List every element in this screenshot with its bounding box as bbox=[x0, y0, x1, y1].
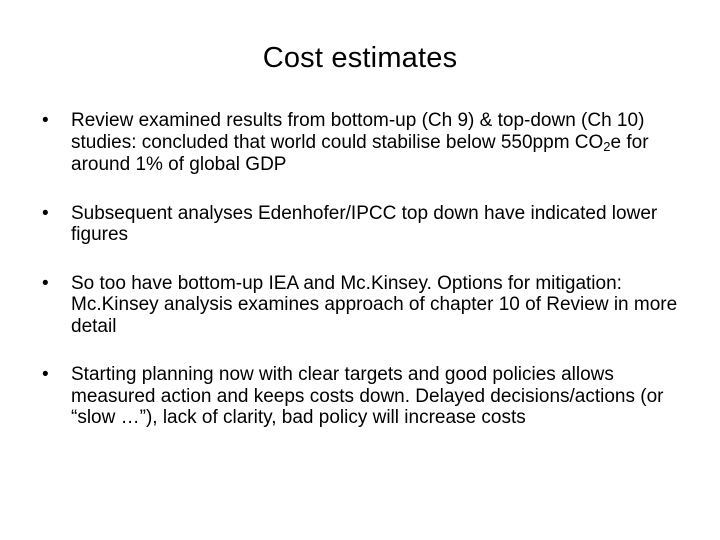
bullet-list bbox=[42, 110, 678, 456]
subscript-text: 2 bbox=[603, 138, 611, 154]
bullet-item bbox=[42, 273, 678, 338]
bullet-icon: • bbox=[42, 272, 49, 294]
bullet-text-pre: Review examined results from bottom-up (Ch 9) & top-down (Ch 10) studies: concluded that world could stabilise below 550ppm CO bbox=[71, 110, 645, 153]
bullet-icon: • bbox=[42, 202, 49, 224]
bullet-icon: • bbox=[42, 364, 49, 385]
bullet-text: Starting planning now with clear targets and good policies allows measured action and keeps costs down. Delayed decisions/actions (or “slow …”), lack of clarity, bad policy will increase costs bbox=[71, 364, 664, 428]
bullet-item bbox=[42, 364, 678, 429]
bullet-icon: • bbox=[42, 110, 49, 131]
bullet-item bbox=[42, 203, 678, 246]
slide-title: Cost estimates bbox=[262, 42, 458, 74]
bullet-text: Subsequent analyses Edenhofer/IPCC top down have indicated lower figures bbox=[71, 202, 658, 245]
bullet-item bbox=[42, 110, 678, 176]
bullet-text-post: e for around 1% of global GDP bbox=[71, 131, 649, 175]
bullet-text: So too have bottom-up IEA and Mc.Kinsey. Options for mitigation: Mc.Kinsey analysis examines approach of chapter 10 of Review in more detail bbox=[71, 272, 678, 337]
